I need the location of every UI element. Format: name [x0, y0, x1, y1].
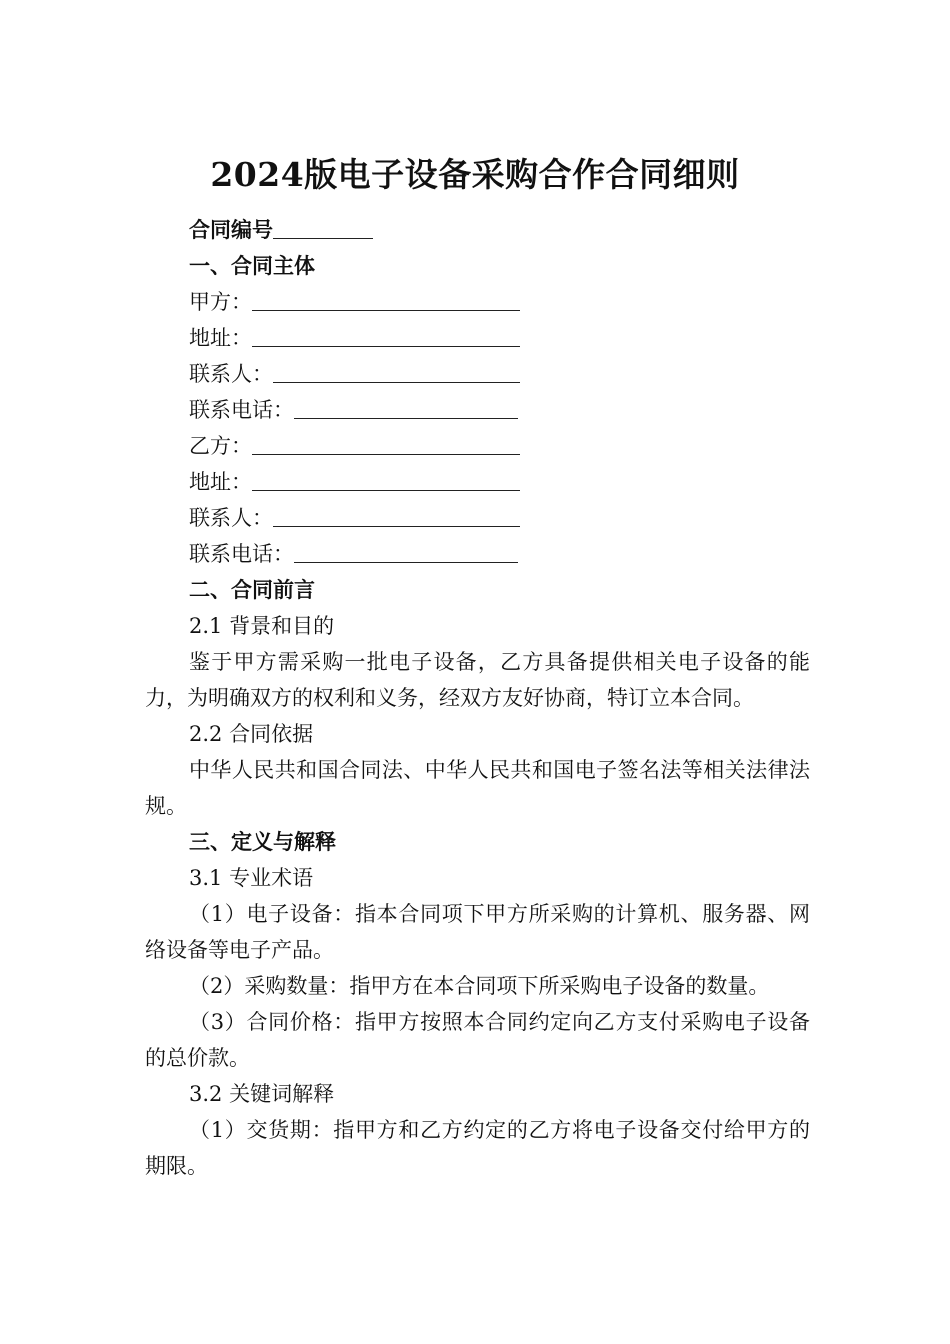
section-heading-preamble: 二、合同前言 [189, 577, 315, 602]
party-b-phone-field [145, 536, 810, 572]
field-label: 联系人： [189, 362, 273, 386]
subsection-heading: 3.1 专业术语 [189, 866, 314, 890]
field-label: 地址： [189, 326, 252, 350]
fill-blank [294, 536, 518, 563]
section-heading-definitions: 三、定义与解释 [189, 829, 336, 854]
party-b-name-field [145, 428, 810, 464]
fill-blank [273, 500, 520, 527]
subsection-heading: 2.2 合同依据 [189, 722, 314, 746]
fill-blank [273, 356, 520, 383]
subsection-heading: 3.2 关键词解释 [189, 1082, 335, 1106]
document-body [145, 212, 810, 1184]
paragraph-background: 鉴于甲方需采购一批电子设备，乙方具备提供相关电子设备的能力，为明确双方的权利和义务，经双方友好协商，特订立本合同。 [145, 650, 810, 710]
field-label: 地址： [189, 470, 252, 494]
definition-item: （1）交货期：指甲方和乙方约定的乙方将电子设备交付给甲方的期限。 [145, 1118, 810, 1178]
party-a-phone-field [145, 392, 810, 428]
party-b-contact-field [145, 500, 810, 536]
document-title: 2024版电子设备采购合作合同细则 [210, 155, 740, 194]
field-label: 联系电话： [189, 398, 294, 422]
fill-blank [252, 320, 520, 347]
field-label: 联系电话： [189, 542, 294, 566]
section-heading-parties: 一、合同主体 [189, 253, 315, 278]
fill-blank [252, 284, 520, 311]
contract-number-blank [273, 212, 373, 239]
fill-blank [294, 392, 518, 419]
party-a-name-field [145, 284, 810, 320]
contract-number-line [145, 212, 810, 248]
fill-blank [252, 428, 520, 455]
field-label: 乙方： [189, 434, 252, 458]
definition-item: （2）采购数量：指甲方在本合同项下所采购电子设备的数量。 [189, 974, 770, 998]
definition-item: （3）合同价格：指甲方按照本合同约定向乙方支付采购电子设备的总价款。 [145, 1010, 810, 1070]
field-label: 甲方： [189, 290, 252, 314]
party-a-contact-field [145, 356, 810, 392]
definition-item: （1）电子设备：指本合同项下甲方所采购的计算机、服务器、网络设备等电子产品。 [145, 902, 810, 962]
party-a-address-field [145, 320, 810, 356]
subsection-heading: 2.1 背景和目的 [189, 614, 335, 638]
fill-blank [252, 464, 520, 491]
contract-number-label: 合同编号 [189, 217, 273, 242]
field-label: 联系人： [189, 506, 273, 530]
paragraph-legal-basis: 中华人民共和国合同法、中华人民共和国电子签名法等相关法律法规。 [145, 758, 810, 818]
party-b-address-field [145, 464, 810, 500]
